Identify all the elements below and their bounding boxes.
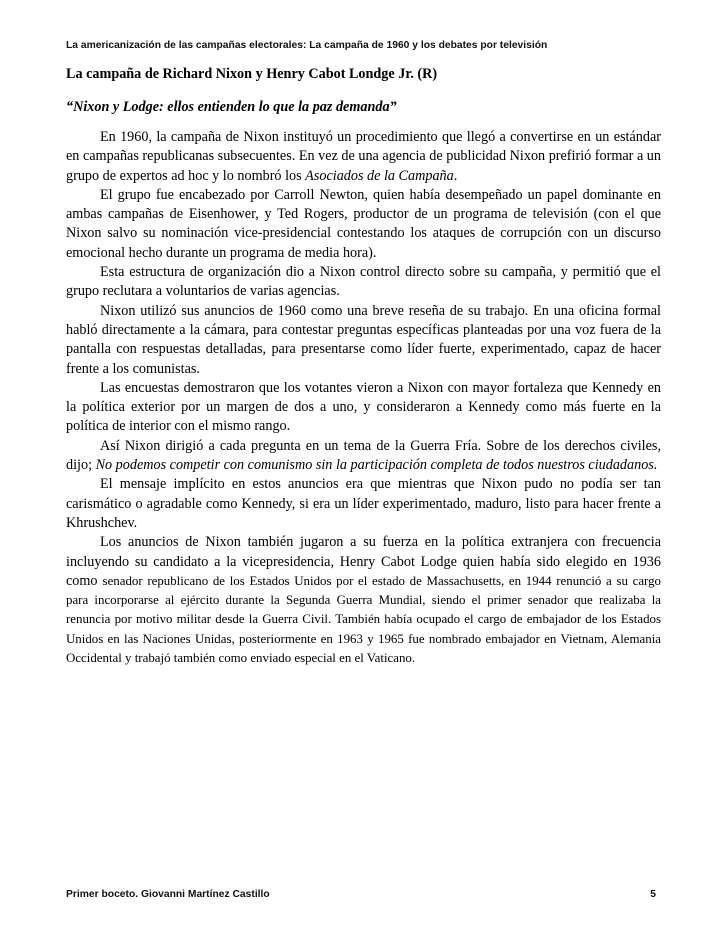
- paragraph: Esta estructura de organización dio a Nixon control directo sobre su campaña, y permitió que el grupo reclutara a voluntarios de varias agencias.: [66, 264, 661, 300]
- section-title: La campaña de Richard Nixon y Henry Cabot Londge Jr. (R): [66, 66, 438, 82]
- paragraph: En 1960, la campaña de Nixon instituyó un procedimiento que llegó a convertirse en un estándar en campañas republicanas subsecuentes. En vez de una agencia de publicidad Nixon prefirió formar a un grupo de expertos ad hoc y lo nombró los Asociados de la Campaña.: [66, 129, 661, 184]
- paragraph: Así Nixon dirigió a cada pregunta en un tema de la Guerra Fría. Sobre de los derechos civiles, dijo; No podemos competir con comunismo sin la participación completa de todos nuestros ciudadanos.: [66, 437, 661, 474]
- footer-author: Primer boceto. Giovanni Martínez Castillo: [66, 889, 270, 900]
- quote-emphasis: No podemos competir con comunismo sin la participación completa de todos nuestros ciudadanos.: [95, 457, 658, 474]
- paragraph: Los anuncios de Nixon también jugaron a su fuerza en la política extranjera con frecuencia incluyendo su candidato a la vicepresidencia, Henry Cabot Lodge quien había sido elegido en 1936 como senador republicano de los Estados Unidos por el estado de Massachusetts, en 1944 renunció a su cargo para incorporarse al ejército durante la Segunda Guerra Mundial, siendo el primer senador que realizaba la renuncia por motivo militar desde la Guerra Civil. También había ocupado el cargo de embajador de los Estados Unidos en las Naciones Unidas, posteriormente en 1963 y 1965 fue nombrado embajador en Vietnam, Alemania Occidental y trabajó también como enviado especial en el Vaticano.: [66, 534, 661, 666]
- campaign-slogan: “Nixon y Lodge: ellos entienden lo que la paz demanda”: [66, 99, 397, 115]
- page-number: 5: [650, 889, 656, 900]
- paragraph: Nixon utilizó sus anuncios de 1960 como una breve reseña de su trabajo. En una oficina formal habló directamente a la cámara, para contestar preguntas específicas planteadas por una voz fuera de la pantalla con respuestas detalladas, para presentarse como líder fuerte, experimentado, capaz de hacer frente a los comunistas.: [66, 302, 661, 377]
- paragraph: El grupo fue encabezado por Carroll Newton, quien había desempeñado un papel dominante en ambas campañas de Eisenhower, y Ted Rogers, productor de un programa de televisión (con el que Nixon salvo su nominación vice-presidencial contestando los ataques de corrupción con un discurso emocional hecho durante un programa de media hora).: [66, 186, 661, 261]
- paragraph: Las encuestas demostraron que los votantes vieron a Nixon con mayor fortaleza que Kennedy en la política exterior por un margen de dos a uno, y consideraron a Kennedy como más fuerte en la política de interior con el mismo rango.: [66, 379, 661, 435]
- running-header: La americanización de las campañas electorales: La campaña de 1960 y los debates por televisión: [66, 40, 548, 51]
- paragraph: El mensaje implícito en estos anuncios era que mientras que Nixon pudo no podía ser tan carismático o agradable como Kennedy, si era un líder experimentado, maduro, listo para hacer frente a Khrushchev.: [66, 476, 661, 531]
- body-text: [66, 128, 661, 668]
- emphasis: Asociados de la Campaña: [305, 167, 454, 184]
